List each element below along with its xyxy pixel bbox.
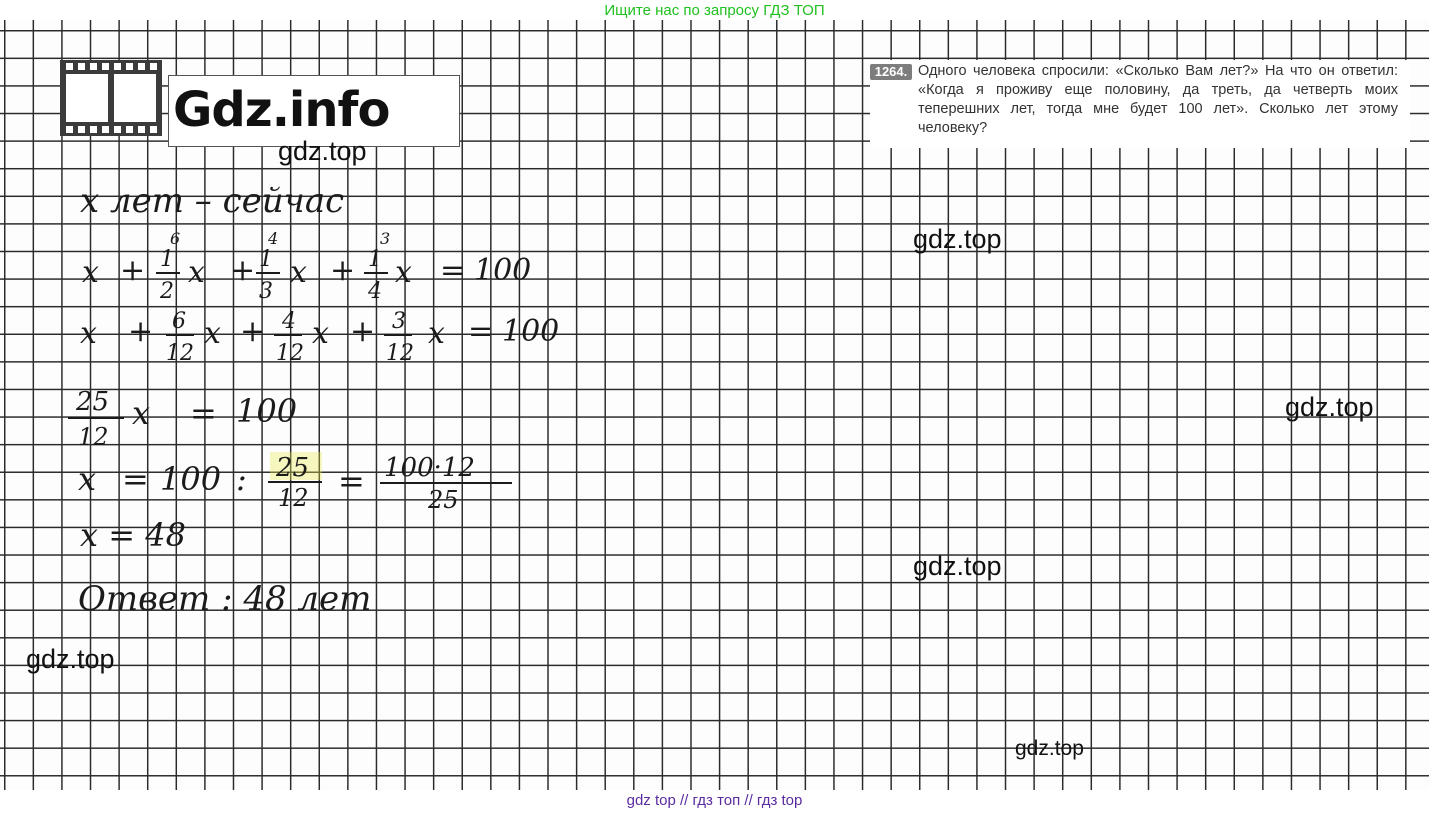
svg-text:=: = (468, 314, 494, 349)
svg-text:x: x (312, 316, 329, 351)
svg-text:x: x (82, 255, 99, 290)
svg-text:=: = (122, 460, 149, 498)
watermark: gdz.top (913, 224, 1002, 254)
svg-text:3: 3 (392, 309, 406, 334)
svg-text::: : (236, 460, 247, 498)
svg-text:+: + (350, 314, 376, 349)
svg-text:=: = (338, 462, 365, 500)
svg-text:1: 1 (368, 247, 382, 272)
svg-text:x: x (428, 316, 445, 351)
svg-text:x: x (188, 255, 205, 290)
solution-line-4 (68, 387, 297, 451)
svg-text:100: 100 (474, 253, 532, 288)
solution-line-3 (80, 309, 559, 366)
svg-text:x: x (78, 460, 97, 498)
solution-line-1: x лет – сейчас (80, 181, 345, 221)
svg-text:12: 12 (166, 341, 194, 366)
svg-text:=: = (440, 253, 466, 288)
svg-text:4: 4 (268, 229, 279, 248)
svg-text:1: 1 (259, 247, 273, 272)
watermark: gdz.top (1285, 392, 1374, 422)
svg-text:+: + (120, 253, 146, 288)
svg-text:3: 3 (380, 229, 391, 248)
top-banner[interactable]: Ищите нас по запросу ГДЗ ТОП (604, 2, 825, 19)
problem-text: Одного человека спросили: «Сколько Вам лет?» На что он ответил: «Когда я проживу еще половину, да треть, да четверть моих теперешних лет, тогда мне будет 100 лет». Сколько лет этому человеку? (918, 63, 1398, 136)
svg-text:100: 100 (502, 314, 560, 349)
svg-text:6: 6 (172, 309, 186, 334)
watermark: gdz.top (278, 136, 367, 166)
bottom-banner[interactable]: gdz top // гдз топ // гдз top (626, 792, 803, 809)
solution-answer: Ответ : 48 лет (78, 579, 372, 619)
svg-text:+: + (330, 253, 356, 288)
svg-text:=: = (190, 394, 217, 432)
watermark: gdz.top (913, 551, 1002, 581)
svg-text:2: 2 (160, 279, 174, 304)
svg-text:3: 3 (259, 279, 273, 304)
svg-text:+: + (240, 314, 266, 349)
watermark: gdz.top (26, 644, 115, 674)
problem-number: 1264. (870, 64, 912, 80)
svg-text:25: 25 (76, 387, 110, 417)
svg-text:4: 4 (368, 279, 382, 304)
svg-text:25: 25 (276, 453, 310, 483)
svg-text:x: x (80, 316, 97, 351)
svg-text:100·12: 100·12 (384, 453, 475, 483)
logo-text: Gdz.info (173, 82, 390, 138)
watermark: gdz.top (1015, 737, 1084, 760)
svg-text:100: 100 (236, 392, 298, 430)
solution-line-5 (78, 452, 512, 514)
solution-line-2 (82, 229, 531, 304)
svg-text:x: x (290, 255, 307, 290)
svg-text:x: x (395, 255, 412, 290)
svg-text:12: 12 (78, 423, 109, 451)
solution-line-6: x = 48 (80, 516, 186, 554)
svg-text:25: 25 (428, 486, 459, 514)
svg-text:x: x (204, 316, 221, 351)
svg-text:12: 12 (386, 341, 414, 366)
svg-text:1: 1 (160, 247, 174, 272)
svg-text:+: + (128, 314, 154, 349)
svg-text:12: 12 (276, 341, 304, 366)
svg-text:x: x (132, 394, 151, 432)
svg-text:4: 4 (282, 309, 296, 334)
svg-text:6: 6 (170, 229, 181, 248)
svg-text:+: + (230, 253, 256, 288)
svg-text:12: 12 (278, 484, 309, 512)
svg-text:100: 100 (160, 460, 222, 498)
